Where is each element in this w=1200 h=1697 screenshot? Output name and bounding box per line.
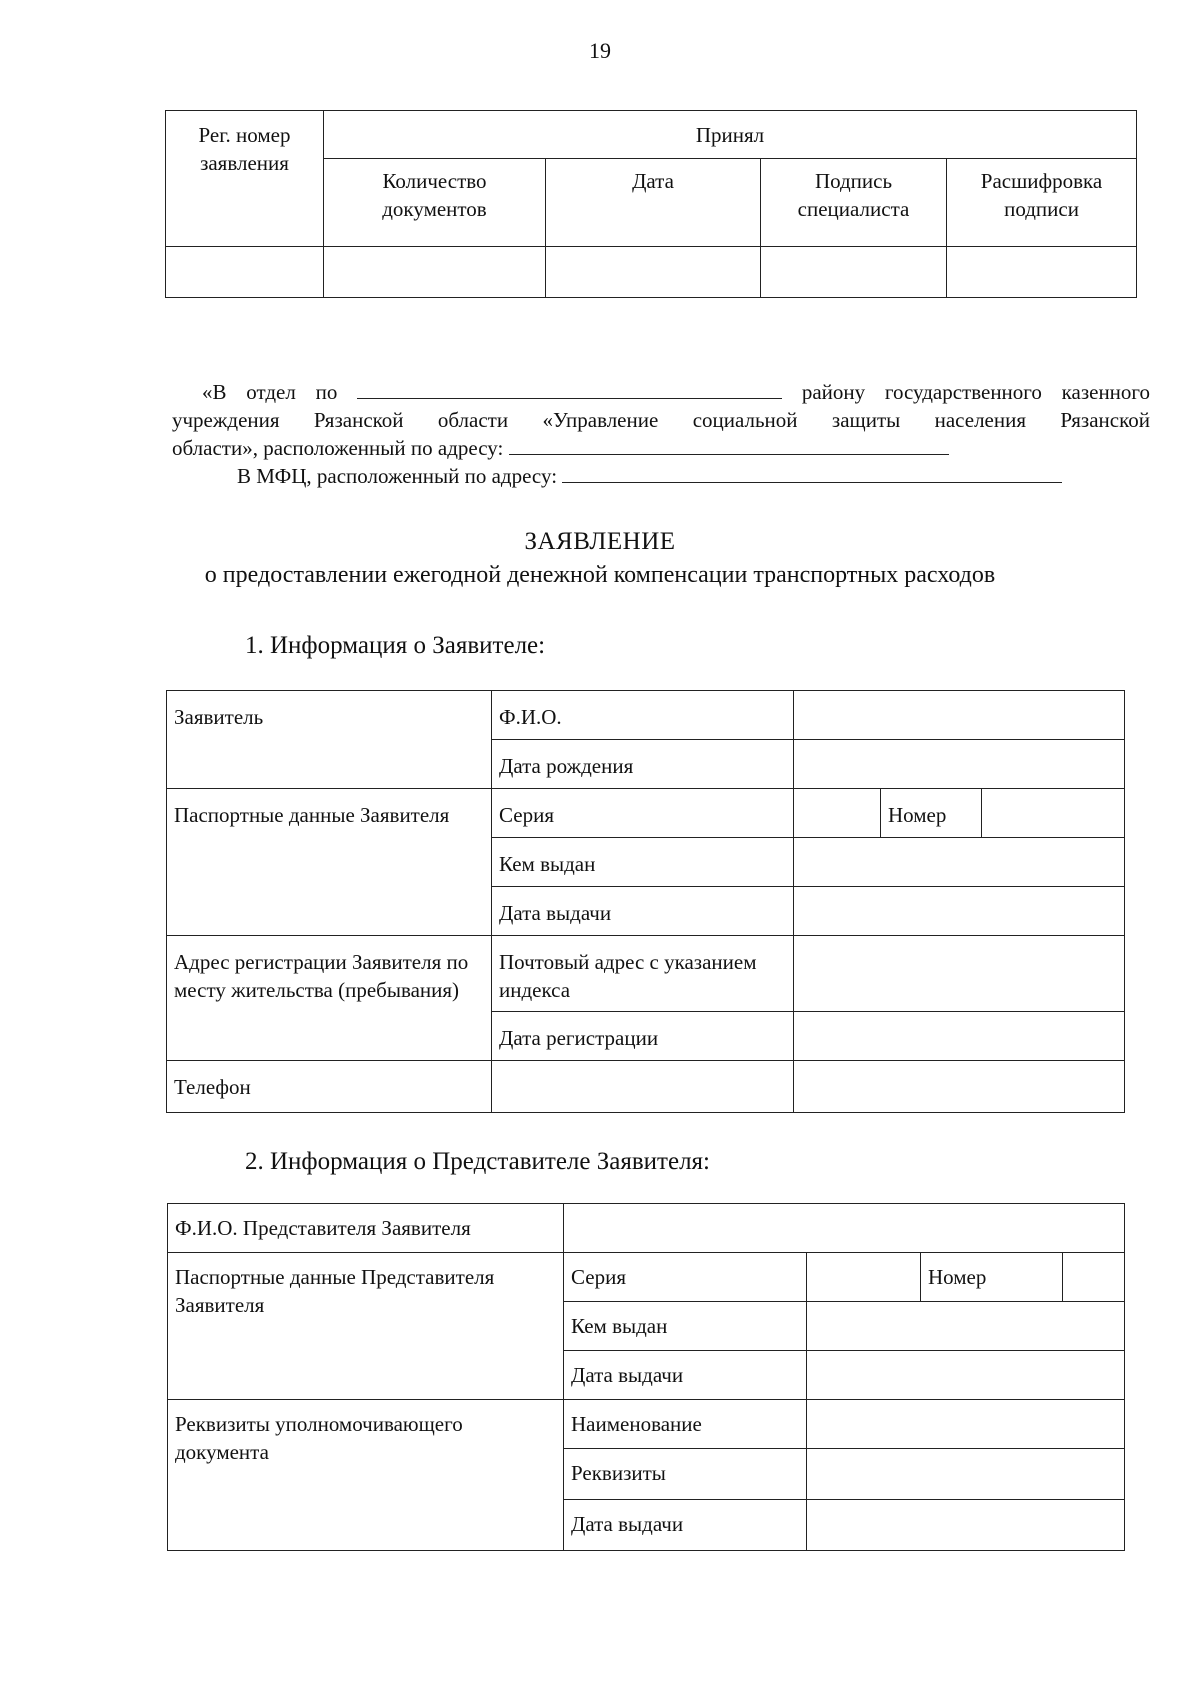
issue-date-input[interactable]	[794, 887, 1125, 936]
rep-number-input[interactable]	[1063, 1253, 1125, 1302]
signature-cell[interactable]	[761, 247, 947, 298]
rep-issue-date-label: Дата выдачи	[564, 1351, 807, 1400]
reg-date-label: Дата регистрации	[492, 1012, 794, 1061]
postal-address-label: Почтовый адрес с указанием индекса	[492, 936, 794, 1012]
series-label: Серия	[492, 789, 794, 838]
doc-name-input[interactable]	[807, 1400, 1125, 1449]
document-title: ЗАЯВЛЕНИЕ	[524, 528, 676, 555]
applicant-label: Заявитель	[167, 691, 492, 789]
passport-label: Паспортные данные Заявителя	[167, 789, 492, 936]
section2-heading: 2. Информация о Представителе Заявителя:	[245, 1148, 710, 1175]
registration-table	[165, 110, 1137, 298]
district-blank-field[interactable]	[357, 378, 782, 399]
reg-date-input[interactable]	[794, 1012, 1125, 1061]
rep-series-input[interactable]	[807, 1253, 921, 1302]
series-input[interactable]	[794, 789, 881, 838]
number-label: Номер	[881, 789, 982, 838]
reg-number-cell[interactable]	[166, 247, 324, 298]
page-number: 19	[589, 38, 611, 63]
section1-heading: 1. Информация о Заявителе:	[245, 632, 546, 659]
mfc-address-blank-field[interactable]	[562, 462, 1062, 483]
mfc-address-prefix: В МФЦ, расположенный по адресу:	[237, 464, 558, 488]
rep-fio-input[interactable]	[564, 1204, 1125, 1253]
date-cell[interactable]	[546, 247, 761, 298]
phone-extra-input[interactable]	[794, 1061, 1125, 1113]
fio-label: Ф.И.О.	[492, 691, 794, 740]
doc-issue-date-input[interactable]	[807, 1500, 1125, 1551]
birth-date-input[interactable]	[794, 740, 1125, 789]
address-block	[172, 378, 1150, 490]
rep-issued-by-label: Кем выдан	[564, 1302, 807, 1351]
reg-address-label: Адрес регистрации Заявителя по месту жительства (пребывания)	[167, 936, 492, 1061]
issued-by-label: Кем выдан	[492, 838, 794, 887]
fio-input[interactable]	[794, 691, 1125, 740]
rep-issue-date-input[interactable]	[807, 1351, 1125, 1400]
rep-number-label: Номер	[921, 1253, 1063, 1302]
doc-name-label: Наименование	[564, 1400, 807, 1449]
doc-details-input[interactable]	[807, 1449, 1125, 1500]
authority-doc-label: Реквизиты уполномочивающего документа	[168, 1400, 564, 1551]
phone-input[interactable]	[492, 1061, 794, 1113]
birth-date-label: Дата рождения	[492, 740, 794, 789]
number-input[interactable]	[982, 789, 1125, 838]
doc-details-label: Реквизиты	[564, 1449, 807, 1500]
doc-count-header: Количество документов	[324, 159, 546, 247]
dept-address-prefix: области», расположенный по адресу:	[172, 436, 504, 460]
rep-passport-label: Паспортные данные Представителя Заявителя	[168, 1253, 564, 1400]
accepted-header: Принял	[324, 111, 1137, 159]
dept-prefix: «В отдел по	[202, 380, 338, 404]
dept-address-blank-field[interactable]	[509, 434, 949, 455]
reg-number-header: Рег. номер заявления	[166, 111, 324, 247]
applicant-table	[166, 690, 1125, 1113]
doc-issue-date-label: Дата выдачи	[564, 1500, 807, 1551]
signature-decode-header: Расшифровка подписи	[947, 159, 1137, 247]
rep-issued-by-input[interactable]	[807, 1302, 1125, 1351]
institution-line: учреждения Рязанской области «Управление социальной защиты населения Рязанской	[172, 408, 1150, 432]
signature-decode-cell[interactable]	[947, 247, 1137, 298]
rep-fio-label: Ф.И.О. Представителя Заявителя	[168, 1204, 564, 1253]
date-header: Дата	[546, 159, 761, 247]
issue-date-label: Дата выдачи	[492, 887, 794, 936]
issued-by-input[interactable]	[794, 838, 1125, 887]
signature-header: Подпись специалиста	[761, 159, 947, 247]
document-subtitle: о предоставлении ежегодной денежной компенсации транспортных расходов	[204, 562, 996, 588]
doc-count-cell[interactable]	[324, 247, 546, 298]
dept-suffix: району государственного казенного	[801, 380, 1151, 404]
postal-address-input[interactable]	[794, 936, 1125, 1012]
rep-series-label: Серия	[564, 1253, 807, 1302]
representative-table	[167, 1203, 1125, 1551]
phone-label: Телефон	[167, 1061, 492, 1113]
